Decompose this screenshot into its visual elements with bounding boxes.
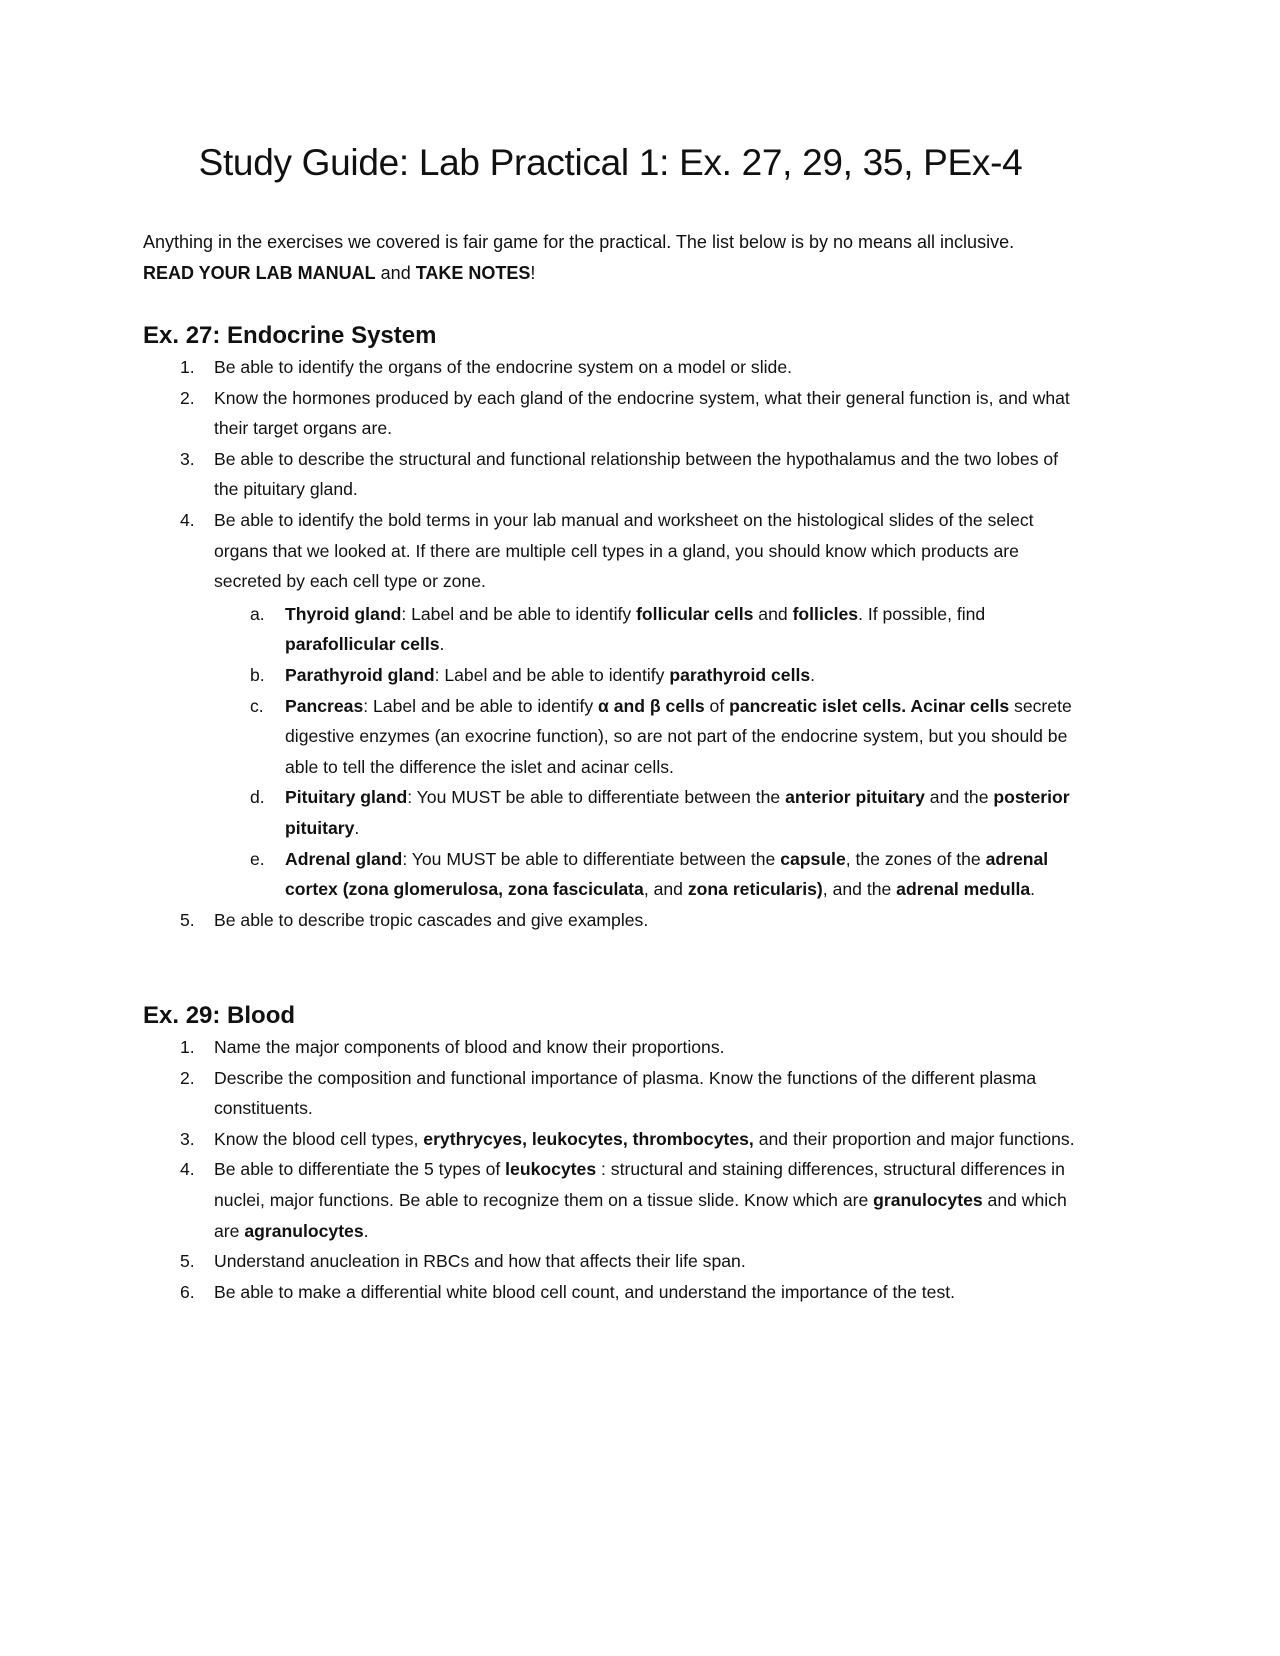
list-item [143, 383, 1078, 444]
bold-term: parafollicular cells [285, 634, 440, 655]
bold-term: READ YOUR LAB MANUAL [143, 263, 376, 283]
bold-term: Adrenal gland [285, 848, 403, 869]
text-run: ! [530, 263, 536, 283]
text-run: and the [924, 787, 994, 808]
list-item [143, 1246, 1078, 1277]
text-run: Be able to identify the organs of the endocrine system on a model or slide. [214, 357, 792, 377]
list-marker: 4. [180, 509, 195, 530]
text-run: . [354, 817, 360, 838]
list-item-text [214, 444, 1078, 505]
list-marker: e. [250, 848, 265, 869]
text-run: Anything in the exercises we covered is fair game for the practical. The list below is by no means all inclusive. [143, 232, 1015, 252]
bold-term: posterior pituitary [285, 787, 1070, 838]
bold-term: erythrycyes, leukocytes, thrombocytes, [423, 1128, 754, 1149]
list-item [143, 782, 1078, 843]
document-title: Study Guide: Lab Practical 1: Ex. 27, 29, 35, PEx-4 [198, 142, 1023, 183]
list-item-text [285, 691, 1078, 783]
text-run: Be able to make a differential white blood cell count, and understand the importance of the test. [214, 1281, 956, 1302]
sub-list-container [143, 599, 1078, 905]
list-item-text [214, 1124, 1078, 1155]
list-item-text [285, 660, 1078, 691]
text-run: and which are [214, 1189, 1067, 1241]
list-item-text [214, 505, 1078, 597]
bold-term: granulocytes [873, 1189, 983, 1210]
list-item [143, 599, 1078, 660]
list-item [143, 1154, 1078, 1246]
list-item [143, 1277, 1078, 1308]
text-run: secrete digestive enzymes (an exocrine function), so are not part of the endocrine system, but you should be able to tell the difference the islet and acinar cells. [285, 695, 1072, 777]
list-marker: 3. [180, 448, 195, 469]
list-item-text [214, 352, 1078, 383]
list-item-text [214, 1154, 1078, 1246]
text-run: Be able to differentiate the 5 types of [214, 1159, 506, 1180]
list-item-text [214, 1277, 1078, 1308]
bold-term: Parathyroid gland [285, 664, 435, 685]
text-run: . [1030, 879, 1036, 900]
text-run: : structural and staining differences, structural differences in nuclei, major functions. Be able to recognize them on a tissue slide. Know which are [214, 1159, 1065, 1210]
text-run: , and [643, 879, 688, 900]
text-run: , the zones of the [845, 848, 986, 869]
bold-term: leukocytes [505, 1159, 597, 1180]
bold-term: follicles [792, 603, 859, 624]
text-run: : You MUST be able to differentiate between the [402, 848, 781, 869]
list-item [143, 1032, 1078, 1063]
list-item [143, 660, 1078, 691]
section-blood [143, 1002, 1078, 1307]
text-run: Know the hormones produced by each gland of the endocrine system, what their general function is, and what their target organs are. [214, 387, 1070, 439]
text-run: : Label and be able to identify [401, 603, 637, 624]
list-marker: 6. [180, 1281, 195, 1302]
list-item [143, 691, 1078, 783]
list-item-text [214, 1032, 1078, 1063]
bold-term: adrenal cortex (zona glomerulosa, zona fasciculata [285, 848, 1049, 900]
text-run: Understand anucleation in RBCs and how that affects their life span. [214, 1251, 746, 1272]
list-item-text [285, 844, 1078, 905]
list-marker: a. [250, 603, 265, 624]
text-run: , and the [822, 879, 897, 900]
section-endocrine [143, 322, 1078, 935]
list-item-text [214, 1246, 1078, 1277]
bold-term: Pancreas [285, 695, 364, 716]
section-heading: Ex. 27: Endocrine System [143, 322, 437, 349]
text-run: : You MUST be able to differentiate between the [407, 787, 786, 808]
intro-paragraph [143, 227, 1043, 289]
text-run: : Label and be able to identify [434, 664, 670, 685]
text-run: Know the blood cell types, [214, 1128, 424, 1149]
text-run: : Label and be able to identify [363, 695, 599, 716]
list-marker: 5. [180, 909, 195, 930]
text-run: of [704, 695, 730, 716]
bold-term: α and β cells [598, 695, 705, 716]
list-item [143, 844, 1078, 905]
list-item [143, 905, 1078, 936]
list-marker: 1. [180, 1037, 195, 1057]
bold-term: Pituitary gland [285, 787, 408, 808]
list-marker: 4. [180, 1159, 195, 1180]
list-item-text [214, 905, 1078, 936]
text-run: Describe the composition and functional importance of plasma. Know the functions of the different plasma constituents. [214, 1067, 1037, 1119]
section-heading: Ex. 29: Blood [143, 1002, 296, 1029]
bold-term: parathyroid cells [669, 664, 811, 685]
text-run: Be able to describe tropic cascades and give examples. [214, 909, 649, 930]
text-run: Name the major components of blood and know their proportions. [214, 1037, 725, 1057]
bold-term: anterior pituitary [785, 787, 925, 808]
list-item [143, 444, 1078, 505]
list-item [143, 1124, 1078, 1155]
list-marker: d. [250, 787, 265, 808]
bold-term: follicular cells [636, 603, 754, 624]
list-marker: 2. [180, 387, 195, 408]
list-marker: 5. [180, 1251, 195, 1272]
text-run: Be able to describe the structural and functional relationship between the hypothalamus and the two lobes of the pituitary gland. [214, 448, 1059, 500]
list-item [143, 505, 1078, 597]
list-marker: 2. [180, 1067, 195, 1088]
bold-term: agranulocytes [244, 1220, 364, 1241]
list-item-text [285, 782, 1078, 843]
text-run: . If possible, find [858, 603, 986, 624]
bold-term: pancreatic islet cells. Acinar cells [729, 695, 1010, 716]
text-run: . [810, 664, 816, 685]
list-item [143, 1063, 1078, 1124]
list-marker: c. [250, 695, 264, 716]
sub-list [143, 599, 1078, 905]
list-item-text [285, 599, 1078, 660]
list-marker: b. [250, 664, 265, 685]
text-run: and [753, 603, 793, 624]
numbered-list [143, 352, 1078, 935]
list-item-text [214, 383, 1078, 444]
bold-term: capsule [780, 848, 846, 869]
list-marker: 1. [180, 357, 195, 377]
text-run: and their proportion and major functions. [753, 1128, 1075, 1149]
list-item [143, 352, 1078, 383]
text-run: and [375, 263, 416, 283]
list-marker: 3. [180, 1128, 195, 1149]
bold-term: TAKE NOTES [415, 263, 531, 283]
bold-term: Thyroid gland [285, 603, 402, 624]
bold-term: zona reticularis) [687, 879, 823, 900]
bold-term: adrenal medulla [896, 879, 1031, 900]
text-run: . [363, 1220, 369, 1241]
list-item-text [214, 1063, 1078, 1124]
text-run: Be able to identify the bold terms in your lab manual and worksheet on the histological slides of the select organs that we looked at. If there are multiple cell types in a gland, you should know which products are secreted by each cell type or zone. [214, 509, 1034, 592]
text-run: . [439, 634, 445, 655]
numbered-list [143, 1032, 1078, 1307]
